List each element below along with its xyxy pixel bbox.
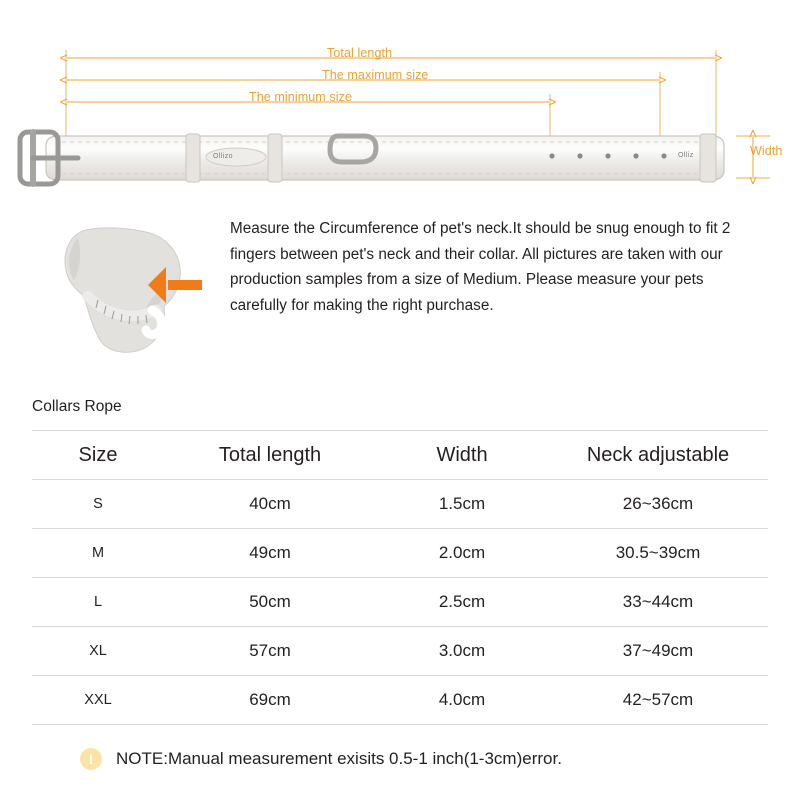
cell-total-length: 69cm bbox=[164, 676, 376, 725]
table-row bbox=[32, 529, 768, 578]
table-row bbox=[32, 676, 768, 725]
table-header-neck-adjustable: Neck adjustable bbox=[548, 431, 768, 480]
cell-size: XXL bbox=[32, 676, 164, 725]
table-header-width: Width bbox=[376, 431, 548, 480]
table-row bbox=[32, 480, 768, 529]
instruction-row bbox=[0, 210, 800, 370]
cell-neck: 26~36cm bbox=[548, 480, 768, 529]
table-row bbox=[32, 578, 768, 627]
dimension-label-width: Width bbox=[750, 144, 783, 158]
measure-instruction-text: Measure the Circumference of pet's neck.It should be snug enough to fit 2 fingers between pet's neck and their collar. All pictures are taken with our production samples from a size of Medium. Please measure your pets carefully for making the right purchase. bbox=[230, 220, 731, 314]
cell-size: XL bbox=[32, 627, 164, 676]
dimension-label-minimum-size: The minimum size bbox=[249, 90, 353, 104]
cell-size: S bbox=[32, 480, 164, 529]
cell-size: L bbox=[32, 578, 164, 627]
collar-illustration-svg bbox=[0, 0, 800, 210]
cell-width: 2.0cm bbox=[376, 529, 548, 578]
table-row bbox=[32, 627, 768, 676]
cell-total-length: 50cm bbox=[164, 578, 376, 627]
cell-neck: 30.5~39cm bbox=[548, 529, 768, 578]
cell-neck: 33~44cm bbox=[548, 578, 768, 627]
table-header-total-length: Total length bbox=[164, 431, 376, 480]
table-title: Collars Rope bbox=[32, 398, 122, 415]
collar-brand-left: Ollizo bbox=[213, 153, 233, 160]
cell-total-length: 57cm bbox=[164, 627, 376, 676]
dimension-label-total-length: Total length bbox=[327, 46, 393, 60]
table-header-row bbox=[32, 431, 768, 480]
note-text: NOTE:Manual measurement exisits 0.5-1 inch(1-3cm)error. bbox=[116, 749, 562, 768]
cell-total-length: 40cm bbox=[164, 480, 376, 529]
size-table bbox=[32, 430, 768, 725]
table-header-size: Size bbox=[32, 431, 164, 480]
cell-total-length: 49cm bbox=[164, 529, 376, 578]
cell-neck: 42~57cm bbox=[548, 676, 768, 725]
cell-width: 3.0cm bbox=[376, 627, 548, 676]
cell-width: 4.0cm bbox=[376, 676, 548, 725]
cell-size: M bbox=[32, 529, 164, 578]
dog-measure-illustration bbox=[48, 218, 218, 358]
dimension-label-maximum-size: The maximum size bbox=[322, 68, 429, 82]
cell-neck: 37~49cm bbox=[548, 627, 768, 676]
exclamation-icon: ! bbox=[80, 748, 102, 770]
collar-diagram bbox=[0, 0, 800, 210]
collar-brand-right: Olliz bbox=[678, 152, 694, 159]
cell-width: 2.5cm bbox=[376, 578, 548, 627]
cell-width: 1.5cm bbox=[376, 480, 548, 529]
note-row bbox=[80, 748, 562, 770]
